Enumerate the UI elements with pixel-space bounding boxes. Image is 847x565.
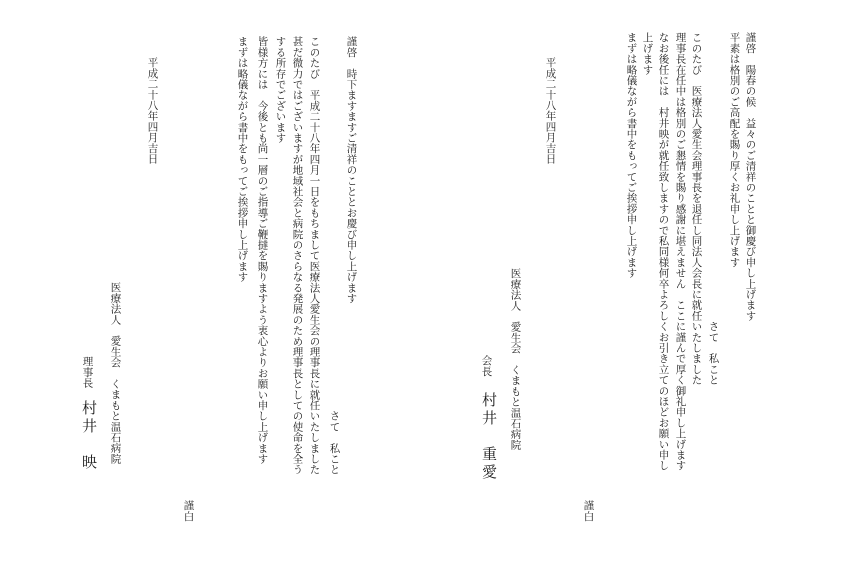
letter1-date: 平成二十八年四月吉日	[544, 57, 557, 164]
letter1-line: このたび 医療法人愛生会理事長を退任し同法人会長に就任いたしました	[690, 32, 703, 386]
letter2-line: 皆様方には 今後とも尚一層のご指導ご鞭撻を賜りますよう衷心よりお願い申し上げます	[256, 36, 269, 464]
letter2-line: このたび 平成二十八年四月一日をもちまして医療法人愛生会の理事長に就任いたしました	[308, 36, 321, 475]
letter1-line: さて 私こと	[707, 32, 720, 386]
letter1-line: 理事長在任中は格別のご懇情を賜り感謝に堪えません ここに謹んで厚く御礼申し上げます	[674, 32, 687, 471]
letter2-title: 理事長	[81, 356, 94, 389]
letter1-line: 上げます	[641, 32, 654, 75]
letter2-line: まずは略儀ながら書中をもってご挨拶申し上げます	[236, 36, 249, 283]
letter2-line: 甚だ微力ではございますが地域社会と病院のさらなる発展のため理事長としての使命を全う	[291, 36, 304, 475]
letter2-line: さて 私こと	[328, 36, 341, 475]
letter1-line: 平素は格別のご高配を賜り厚くお礼申し上げます	[728, 32, 741, 268]
letter2-salutation: 謹啓 時下ますますご清祥のこととお慶び申し上げます	[345, 36, 358, 304]
letter1-org: 医療法人 愛生会 くまもと温石病院	[509, 268, 522, 450]
letter2-org: 医療法人 愛生会 くまもと温石病院	[109, 282, 122, 464]
letter1-salutation: 謹啓 陽春の候 益々のご清祥のことと御慶び申し上げます	[744, 32, 757, 321]
letter1-title: 会長	[480, 355, 493, 377]
letter2-line: する所存でございます	[274, 36, 287, 143]
letter1-line: なお後任には 村井映が就任致しますので私同様何卒よろしくお引き立てのほどお願い申し	[657, 32, 670, 471]
letter1-signatory-name: 村井 重愛	[480, 392, 498, 482]
letter2-date: 平成二十八年四月吉日	[146, 57, 159, 164]
letter2-closing: 謹白	[182, 500, 195, 522]
letter1-closing: 謹白	[582, 500, 595, 522]
letter1-line: まずは略儀ながら書中をもってご挨拶申し上げます	[625, 32, 638, 279]
letter2-signatory-name: 村井 映	[80, 400, 98, 472]
